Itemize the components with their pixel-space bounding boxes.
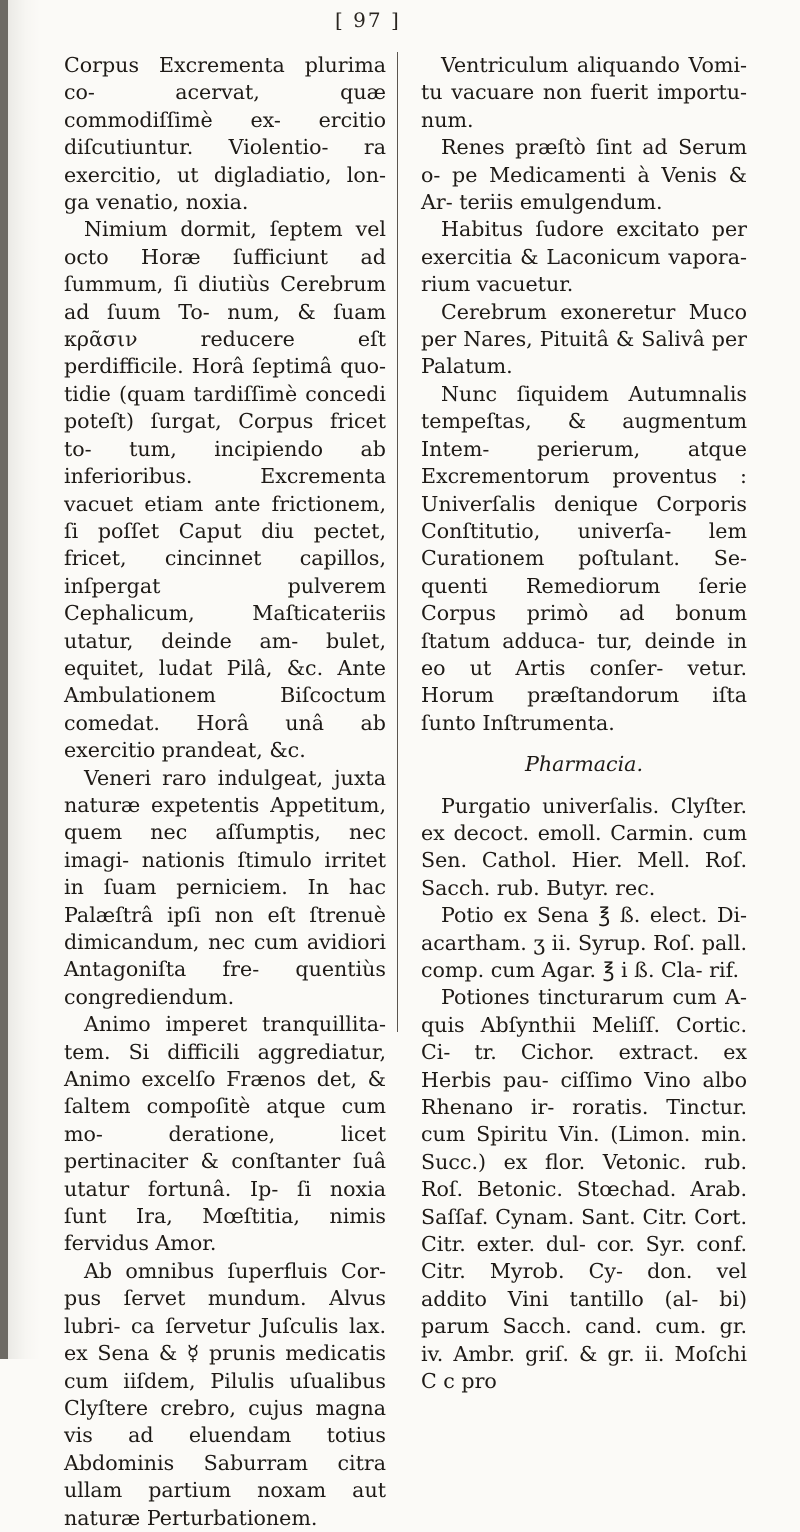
left-paragraph-4: Animo imperet tranquillita- tem. Si difficili aggrediatur, Animo excelſo Frænos det, & ſaltem compoſitè atque cum mo- deratione, licet pertinaciter & conſtanter ſuâ utatur fortunâ. Ip- ſi noxia ſunt Ira, Mœſtitia, nimis fervidus Amor. [64,1012,386,1256]
left-column [64,52,386,1532]
right-paragraph-2: Renes præſtò ſint ad Serum o- pe Medicamenti à Venis & Ar- teriis emulgendum. [421,135,747,215]
left-paragraph-2: Nimium dormit, ſeptem vel octo Horæ ſufficiunt ad ſummum, ſi diutiùs Cerebrum ad ſuum To- num, & ſuam κρᾶσιν reducere eſt perdifficile. Horâ ſeptimâ quo- tidie (quam tardiſſimè concedi poteſt) ſurgat, Corpus fricet to- tum, incipiendo ab inferioribus. Excrementa vacuet etiam ante frictionem, ſi poſſet Caput diu pectet, fricet, cincinnet capillos, inſpergat pulverem Cephalicum, Maſticateriis utatur, deinde am- bulet, equitet, ludat Pilâ, &c. Ante Ambulationem Biſcoctum comedat. Horâ unâ ab exercitio prandeat, &c. [64,217,386,763]
right-column [421,52,747,1396]
right-paragraph-8: Potiones tincturarum cum A- quis Abſynthii Meliſſ. Cortic. Ci- tr. Cichor. extract. ex Herbis pau- ciſſimo Vino albo Rhenano ir- roratis. Tinctur. cum Spiritu Vin. (Limon. min. Succ.) ex flor. Vetonic. rub. Roſ. Betonic. Stœchad. Arab. Saſſaf. Cynam. Sant. Citr. Cort. Citr. exter. dul- cor. Syr. conf. Citr. Myrob. Cy- don. vel addito Vini tantillo (al- bi) parum Sacch. cand. cum. gr. iv. Ambr. griſ. & gr. ii. Moſchi C c pro [421,985,747,1394]
book-spine-edge [0,0,8,1359]
section-heading [421,751,747,778]
right-paragraph-4: Cerebrum exoneretur Muco per Nares, Pituitâ & Salivâ per Palatum. [421,299,747,379]
left-paragraph-1: Corpus Excrementa plurima co- acervat, quæ commodiſſimè ex- ercitio diſcutiuntur. Violentio- ra exercitio, ut digladiatio, lon- ga venatio, noxia. [64,53,386,215]
page-number: [ 97 ] [335,8,401,32]
right-paragraph-1: Ventriculum aliquando Vomi- tu vacuare non fuerit importu- num. [421,53,747,132]
section-heading-text: Pharmacia. [525,752,643,777]
right-paragraph-3: Habitus ſudore excitato per exercitia & Laconicum vapora- rium vacuetur. [421,217,747,297]
right-paragraph-6: Purgatio univerſalis. Clyſter. ex decoct. emoll. Carmin. cum Sen. Cathol. Hier. Mell. Roſ. Sacch. rub. Butyr. rec. [421,793,747,900]
right-paragraph-7: Potio ex Sena ℥ ß. elect. Di- acartham. ʒ ii. Syrup. Roſ. pall. comp. cum Agar. ℥ i ß. Cla- rif. [421,903,747,982]
column-divider [397,52,398,1032]
left-paragraph-3: Veneri raro indulgeat, juxta naturæ expetentis Appetitum, quem nec aſſumptis, nec imagi- nationis ſtimulo irritet in ſuam perniciem. In hac Palæſtrâ ipſi non eſt ſtrenuè dimicandum, nec cum avidiori Antagoniſta fre- quentiùs congrediendum. [64,765,386,1009]
right-paragraph-5: Nunc ſiquidem Autumnalis tempeſtas, & augmentum Intem- perierum, atque Excrementorum proventus : Univerſalis denique Corporis Conſtitutio, univerſa- lem Curationem poſtulant. Se- quenti Remediorum ſerie Corpus primò ad bonum ſtatum adduca- tur, deinde in eo ut Artis conſer- vetur. Horum præſtandorum iſta ſunto Inſtrumenta. [421,381,747,735]
left-paragraph-5: Ab omnibus ſuperfluis Cor- pus ſervet mundum. Alvus lubri- ca ſervetur Juſculis lax. ex Sena & ☿ prunis medicatis cum iiſdem, Pilulis uſualibus Clyſtere crebro, cujus magna vis ad eluendam totius Abdominis Saburram citra ullam partium noxam aut naturæ Perturbationem. [64,1258,386,1530]
